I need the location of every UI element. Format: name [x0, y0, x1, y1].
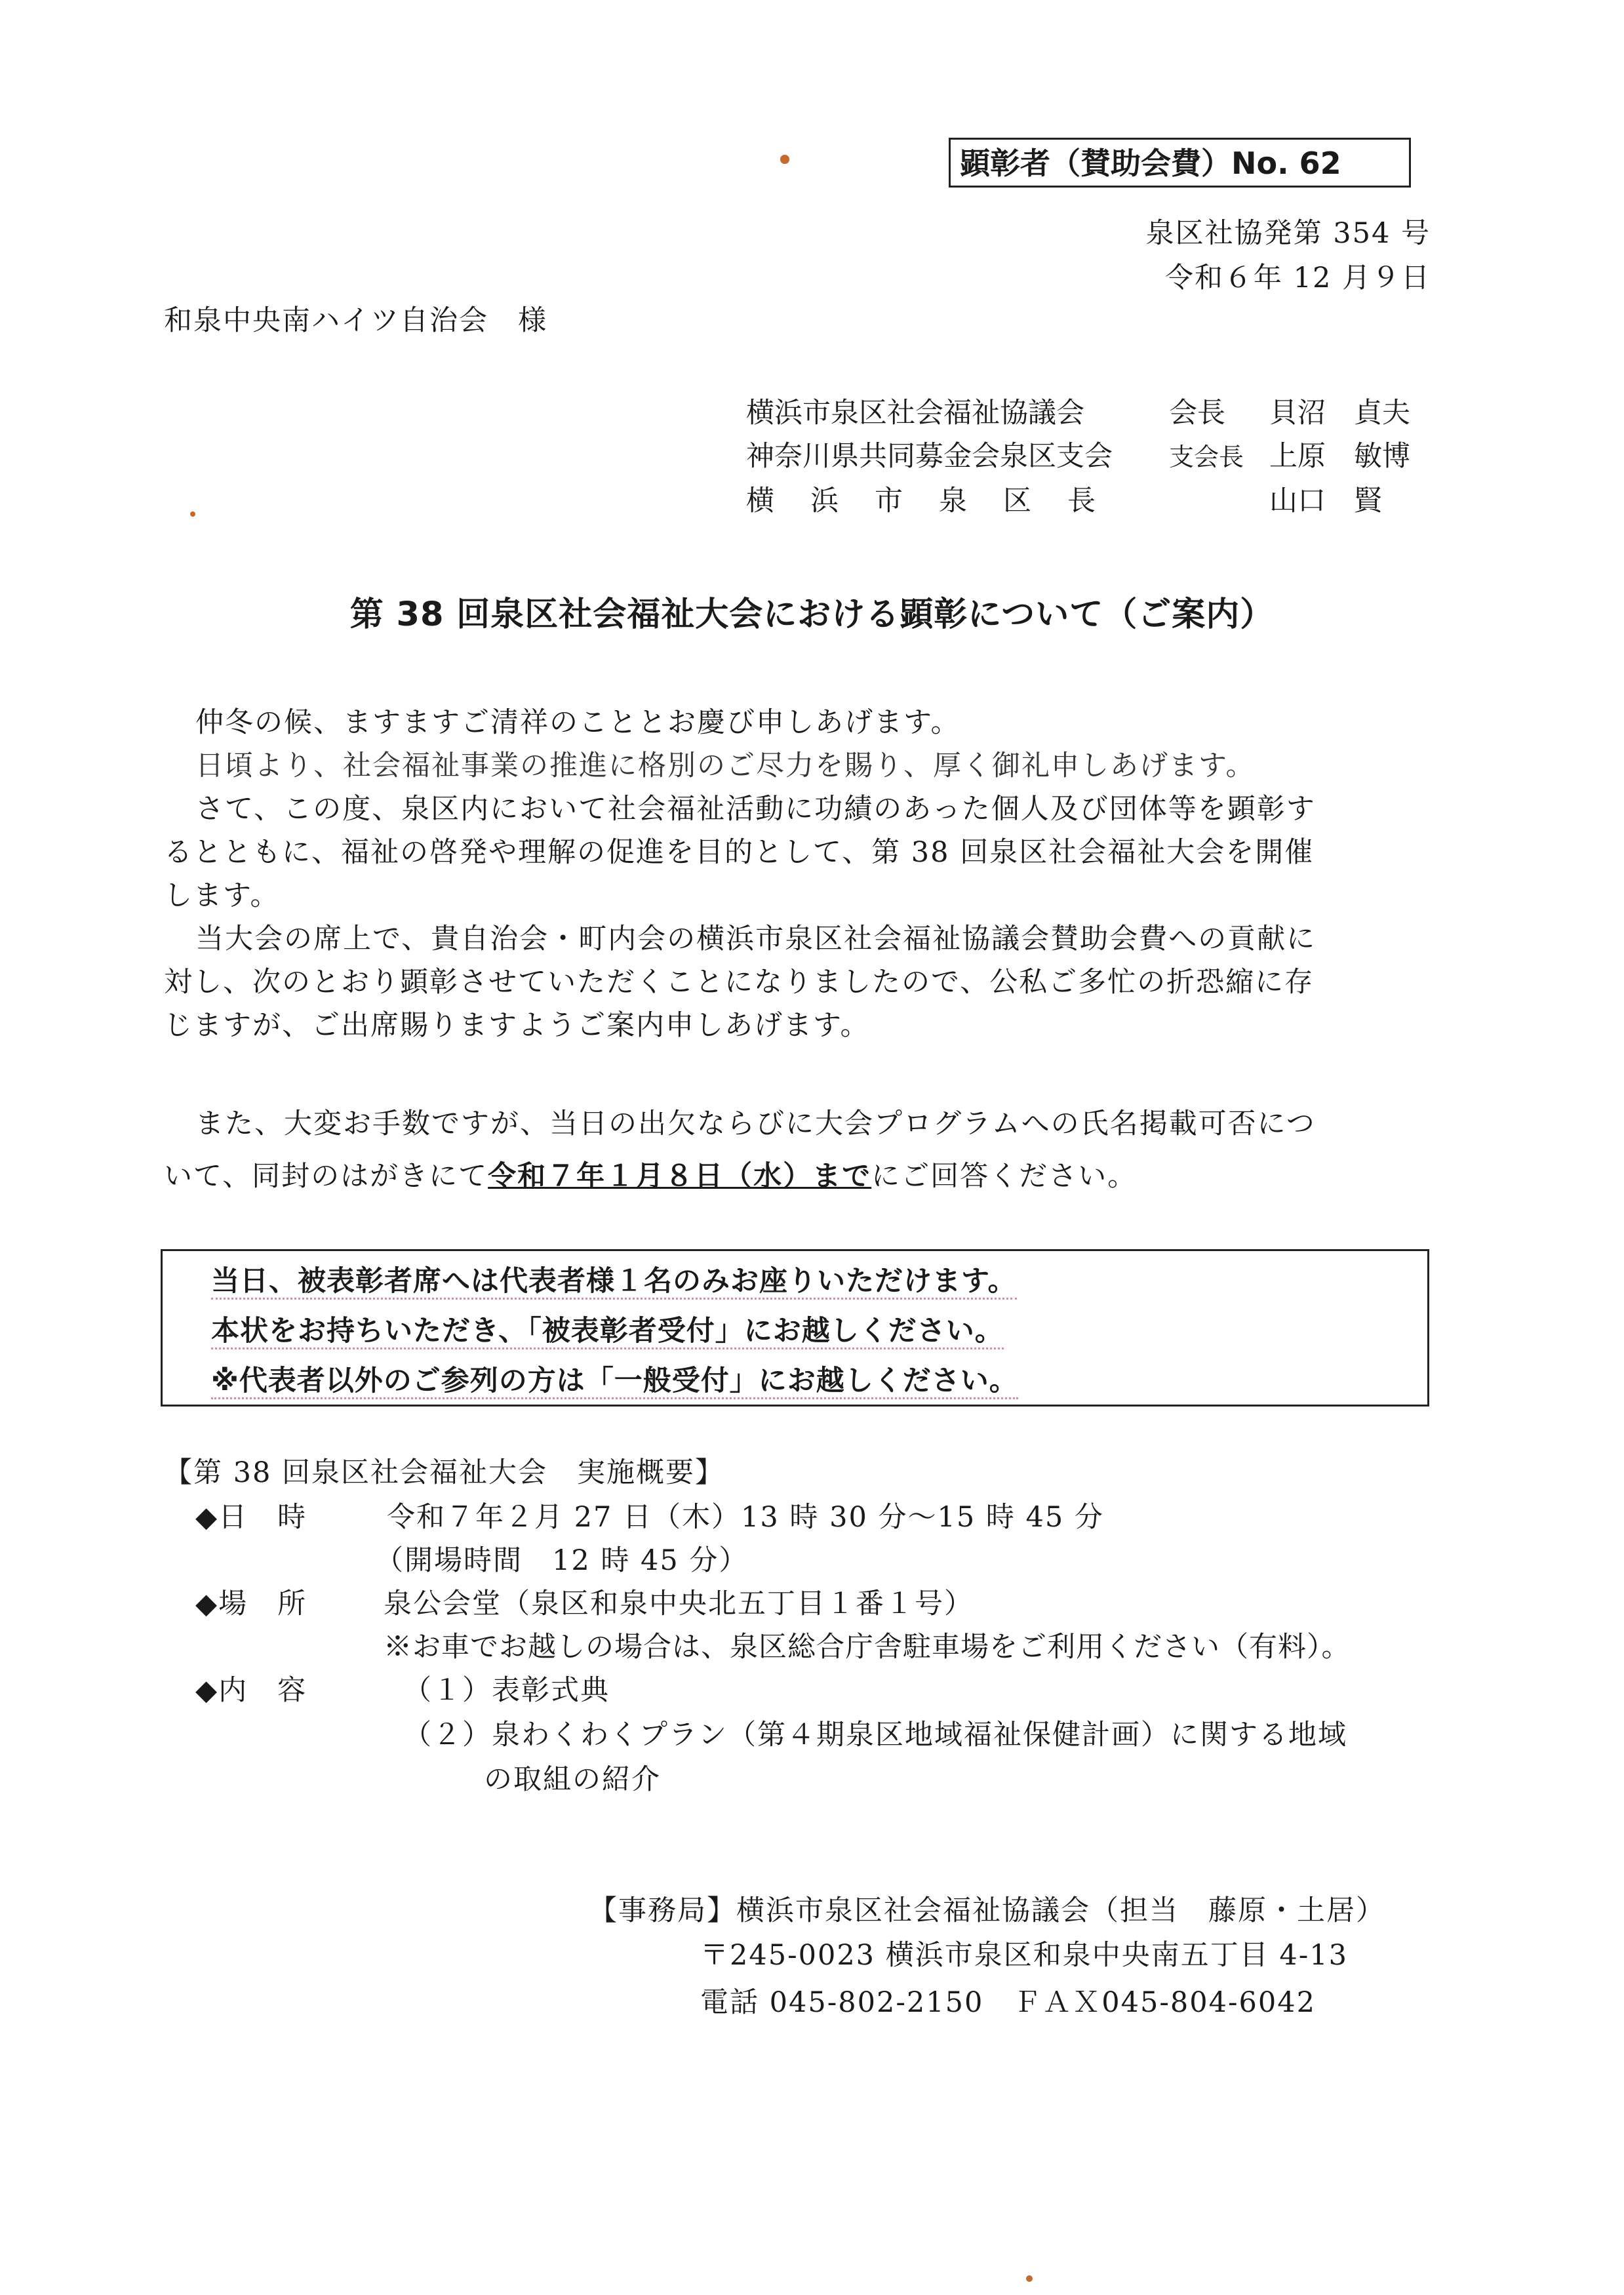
scan-speck: [1026, 2275, 1033, 2282]
notice-line: [211, 1309, 1004, 1349]
body-paragraph-line: さて、この度、泉区内において社会福祉活動に功績のあった個人及び団体等を顕彰す: [195, 793, 1316, 826]
body-paragraph-line: します。: [164, 879, 280, 912]
notice-text: 当日、被表彰者席へは代表者様１名のみお座りいただけます。: [211, 1265, 1017, 1300]
office-address: 〒245-0023 横浜市泉区和泉中央南五丁目 4-13: [700, 1939, 1348, 1972]
scan-speck: [190, 511, 195, 517]
reply-text-before: いて、同封のはがきにて: [164, 1160, 488, 1193]
body-paragraph-line: 当大会の席上で、貴自治会・町内会の横浜市泉区社会福祉協議会賛助会費への貢献に: [195, 923, 1317, 955]
notice-line: [211, 1359, 1018, 1399]
sender-name: 山口 賢: [1269, 485, 1382, 517]
notice-text: ※代表者以外のご参列の方は「一般受付」にお越しください。: [211, 1365, 1018, 1399]
recipient: 和泉中央南ハイツ自治会 様: [164, 304, 547, 337]
datetime-value: 令和７年２月 27 日（木）13 時 30 分～15 時 45 分: [387, 1501, 1104, 1534]
body-paragraph-line: じますが、ご出席賜りますようご案内申しあげます。: [164, 1009, 870, 1042]
sender-role: 支会長: [1169, 443, 1244, 471]
sender-org: 横 浜 市 泉 区 長: [746, 485, 1099, 517]
sender-name: 上原 敏博: [1269, 440, 1410, 473]
content-item: （１）表彰式典: [403, 1674, 610, 1707]
parking-note: ※お車でお越しの場合は、泉区総合庁舎駐車場をご利用ください（有料）。: [384, 1631, 1351, 1664]
page-title: 第 38 回泉区社会福祉大会における顕彰について（ご案内）: [349, 595, 1275, 634]
reply-text-after: にご回答ください。: [871, 1160, 1138, 1193]
notice-line: [211, 1259, 1017, 1299]
body-paragraph-line: 対し、次のとおり顕彰させていただくことになりましたので、公私ご多忙の折恐縮に存: [164, 966, 1315, 999]
open-time: （開場時間 12 時 45 分）: [375, 1544, 749, 1577]
document-date: 令和６年 12 月９日: [1164, 262, 1431, 294]
content-item: （２）泉わくわくプラン（第４期泉区地域福祉保健計画）に関する地域: [403, 1719, 1347, 1751]
scan-speck: [780, 155, 789, 164]
content-item: の取組の紹介: [484, 1763, 661, 1796]
document-number: 泉区社協発第 354 号: [1145, 217, 1431, 250]
body-paragraph-line: 仲冬の候、ますますご清祥のこととお慶び申しあげます。: [195, 706, 961, 739]
datetime-label: ◆日 時: [195, 1501, 307, 1534]
award-number-badge: 顕彰者（賛助会費）No. 62: [949, 138, 1411, 188]
sender-org: 横浜市泉区社会福祉協議会: [746, 397, 1084, 429]
office-contact: 【事務局】横浜市泉区社会福祉協議会（担当 藤原・土居）: [589, 1894, 1385, 1927]
sender-name: 貝沼 貞夫: [1269, 397, 1410, 429]
sender-org: 神奈川県共同募金会泉区支会: [746, 440, 1113, 473]
body-paragraph-line: また、大変お手数ですが、当日の出欠ならびに大会プログラムへの氏名掲載可否につ: [195, 1108, 1316, 1140]
body-paragraph-line: るとともに、福祉の啓発や理解の促進を目的として、第 38 回泉区社会福祉大会を開催: [164, 836, 1315, 869]
overview-heading: 【第 38 回泉区社会福祉大会 実施概要】: [164, 1456, 725, 1489]
content-label: ◆内 容: [195, 1674, 307, 1707]
body-paragraph-line: [164, 1154, 1137, 1194]
body-paragraph-line: 日頃より、社会福祉事業の推進に格別のご尽力を賜り、厚く御礼申しあげます。: [195, 749, 1256, 782]
place-label: ◆場 所: [195, 1587, 307, 1620]
reply-deadline: 令和７年１月８日（水）まで: [488, 1160, 872, 1193]
sender-role: 会長: [1169, 397, 1225, 429]
office-phone: 電話 045-802-2150 ＦＡＸ045-804-6042: [700, 1986, 1316, 2019]
place-value: 泉公会堂（泉区和泉中央北五丁目１番１号）: [384, 1587, 974, 1620]
notice-text: 本状をお持ちいただき、「被表彰者受付」にお越しください。: [211, 1315, 1004, 1349]
